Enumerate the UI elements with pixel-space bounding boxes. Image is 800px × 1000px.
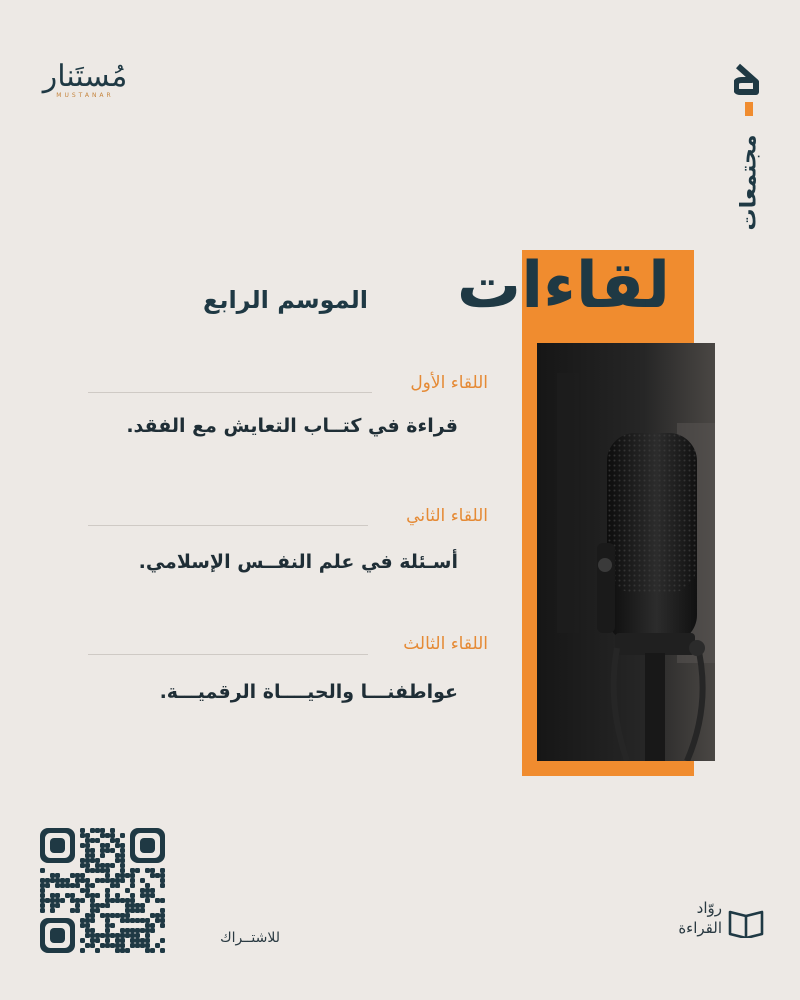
session-title-2: أسـئلة في علم النفــس الإسلامي. [138,551,458,573]
mustanar-logo-script: مُستَنار [42,59,128,94]
qr-code-icon [40,828,165,953]
subscribe-label: للاشتــراك [220,930,280,946]
mustanar-logo [30,60,140,110]
session-divider-3 [88,654,368,655]
microphone-photo [537,343,715,761]
session-title-1: قراءة في كتــاب التعايش مع الفقد. [126,415,458,437]
page-title: لقاءات [456,249,670,323]
mujtamaat-logo [728,62,778,232]
season-subtitle: الموسم الرابع [203,286,368,314]
reading-pioneers-line1: روّاد [696,899,722,917]
logo-accent-bar [745,102,753,116]
session-title-3: عواطفنـــا والحيــــاة الرقميـــة. [159,681,458,703]
mustanar-logo-latin: MUSTANAR [56,92,114,99]
reading-pioneers-logo [640,896,770,956]
reading-pioneers-line2: القراءة [678,919,722,937]
qr-code[interactable] [40,828,165,953]
mujtamaat-logo-mark-icon [734,62,764,96]
session-divider-2 [88,525,368,526]
reading-pioneers-text [640,898,722,938]
mujtamaat-logo-text: مجتمعات [736,134,762,231]
session-label-2: اللقاء الثاني [406,506,488,526]
session-divider-1 [88,392,372,393]
session-label-1: اللقاء الأول [410,373,488,393]
session-label-3: اللقاء الثالث [403,634,488,654]
book-icon [728,908,764,938]
